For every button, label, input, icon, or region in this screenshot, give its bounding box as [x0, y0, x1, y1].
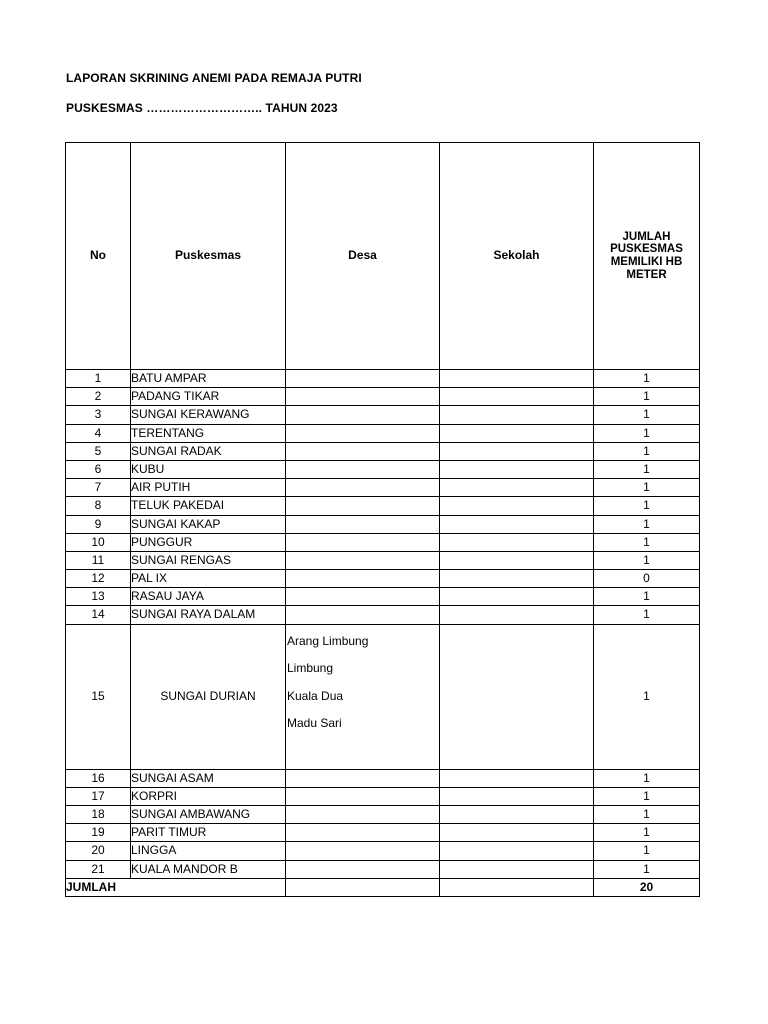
cell-no: 9 [66, 515, 131, 533]
cell-desa [286, 570, 440, 588]
cell-puskesmas: AIR PUTIH [131, 479, 286, 497]
cell-jumlah: 1 [594, 769, 700, 787]
cell-sekolah [440, 533, 594, 551]
cell-no: 15 [66, 624, 131, 769]
cell-puskesmas: SUNGAI KAKAP [131, 515, 286, 533]
cell-desa [286, 806, 440, 824]
cell-jumlah: 1 [594, 388, 700, 406]
desa-item: Madu Sari [287, 716, 342, 731]
cell-puskesmas: SUNGAI RADAK [131, 442, 286, 460]
cell-puskesmas: RASAU JAYA [131, 588, 286, 606]
table-row [66, 842, 700, 860]
cell-puskesmas: KORPRI [131, 787, 286, 805]
cell-no: 17 [66, 787, 131, 805]
cell-puskesmas: PADANG TIKAR [131, 388, 286, 406]
cell-no: 5 [66, 442, 131, 460]
cell-no: 4 [66, 424, 131, 442]
table-row [66, 769, 700, 787]
cell-sekolah [440, 497, 594, 515]
table-row [66, 497, 700, 515]
report-table [65, 142, 700, 897]
cell-jumlah: 1 [594, 842, 700, 860]
cell-sekolah [440, 588, 594, 606]
cell-sekolah [440, 424, 594, 442]
table-row [66, 424, 700, 442]
cell-sekolah [440, 860, 594, 878]
cell-desa [286, 606, 440, 624]
cell-desa [286, 842, 440, 860]
cell-sekolah [440, 460, 594, 478]
cell-desa [286, 406, 440, 424]
cell-sekolah [440, 388, 594, 406]
cell-desa [286, 442, 440, 460]
table-row [66, 406, 700, 424]
header-jumlah-text: JUMLAH PUSKESMAS MEMILIKI HB METER [610, 230, 683, 281]
cell-desa [286, 388, 440, 406]
header-puskesmas: Puskesmas [131, 143, 286, 370]
cell-puskesmas: TERENTANG [131, 424, 286, 442]
total-value: 20 [594, 878, 700, 896]
table-row [66, 860, 700, 878]
total-desa [286, 878, 440, 896]
cell-no: 6 [66, 460, 131, 478]
cell-jumlah: 1 [594, 406, 700, 424]
cell-no: 2 [66, 388, 131, 406]
cell-puskesmas: KUALA MANDOR B [131, 860, 286, 878]
header-jumlah [594, 143, 700, 370]
table-row [66, 479, 700, 497]
cell-sekolah [440, 606, 594, 624]
cell-no: 18 [66, 806, 131, 824]
cell-jumlah: 1 [594, 824, 700, 842]
cell-puskesmas: LINGGA [131, 842, 286, 860]
cell-no: 8 [66, 497, 131, 515]
cell-sekolah [440, 769, 594, 787]
cell-no: 19 [66, 824, 131, 842]
cell-jumlah: 1 [594, 806, 700, 824]
cell-sekolah [440, 787, 594, 805]
cell-desa [286, 787, 440, 805]
desa-list [286, 632, 439, 742]
total-sekolah [440, 878, 594, 896]
cell-sekolah [440, 515, 594, 533]
desa-item: Arang Limbung [287, 633, 369, 648]
cell-jumlah: 1 [594, 370, 700, 388]
cell-desa [286, 424, 440, 442]
cell-jumlah: 1 [594, 551, 700, 569]
desa-item: Kuala Dua [287, 688, 344, 703]
cell-desa [286, 551, 440, 569]
cell-jumlah: 1 [594, 442, 700, 460]
cell-puskesmas: PUNGGUR [131, 533, 286, 551]
cell-sekolah [440, 624, 594, 769]
cell-desa [286, 497, 440, 515]
cell-puskesmas: KUBU [131, 460, 286, 478]
cell-sekolah [440, 479, 594, 497]
cell-no: 11 [66, 551, 131, 569]
table-row [66, 388, 700, 406]
cell-desa [286, 370, 440, 388]
cell-desa [286, 533, 440, 551]
cell-no: 20 [66, 842, 131, 860]
cell-jumlah: 1 [594, 533, 700, 551]
header-sekolah: Sekolah [440, 143, 594, 370]
cell-desa [286, 460, 440, 478]
cell-jumlah: 1 [594, 624, 700, 769]
header-no: No [66, 143, 131, 370]
cell-puskesmas: PAL IX [131, 570, 286, 588]
cell-puskesmas: BATU AMPAR [131, 370, 286, 388]
cell-puskesmas: SUNGAI RAYA DALAM [131, 606, 286, 624]
report-title: LAPORAN SKRINING ANEMI PADA REMAJA PUTRI [66, 71, 362, 85]
table-row [66, 824, 700, 842]
cell-desa [286, 824, 440, 842]
cell-no: 12 [66, 570, 131, 588]
cell-no: 13 [66, 588, 131, 606]
cell-jumlah: 1 [594, 588, 700, 606]
total-row [66, 878, 700, 896]
table-row [66, 533, 700, 551]
cell-jumlah: 1 [594, 787, 700, 805]
cell-puskesmas: SUNGAI KERAWANG [131, 406, 286, 424]
cell-no: 1 [66, 370, 131, 388]
table-row [66, 442, 700, 460]
total-label: JUMLAH [66, 878, 286, 896]
cell-sekolah [440, 406, 594, 424]
cell-desa [286, 588, 440, 606]
cell-jumlah: 1 [594, 497, 700, 515]
cell-puskesmas: SUNGAI RENGAS [131, 551, 286, 569]
table-row [66, 460, 700, 478]
cell-no: 16 [66, 769, 131, 787]
cell-jumlah: 1 [594, 479, 700, 497]
header-row [66, 143, 700, 370]
cell-sekolah [440, 442, 594, 460]
cell-jumlah: 1 [594, 424, 700, 442]
table-row [66, 588, 700, 606]
desa-item: Limbung [287, 661, 334, 676]
header-desa: Desa [286, 143, 440, 370]
cell-jumlah: 1 [594, 460, 700, 478]
cell-no: 21 [66, 860, 131, 878]
cell-puskesmas: SUNGAI ASAM [131, 769, 286, 787]
cell-no: 10 [66, 533, 131, 551]
cell-sekolah [440, 570, 594, 588]
cell-jumlah: 1 [594, 860, 700, 878]
table-row [66, 570, 700, 588]
cell-puskesmas: SUNGAI AMBAWANG [131, 806, 286, 824]
cell-desa [286, 769, 440, 787]
cell-jumlah: 0 [594, 570, 700, 588]
cell-sekolah [440, 551, 594, 569]
cell-no: 3 [66, 406, 131, 424]
table-row [66, 370, 700, 388]
cell-puskesmas: SUNGAI DURIAN [131, 624, 286, 769]
cell-sekolah [440, 806, 594, 824]
table-row [66, 515, 700, 533]
cell-puskesmas: TELUK PAKEDAI [131, 497, 286, 515]
cell-jumlah: 1 [594, 515, 700, 533]
table-row [66, 624, 700, 769]
cell-puskesmas: PARIT TIMUR [131, 824, 286, 842]
cell-sekolah [440, 370, 594, 388]
cell-sekolah [440, 842, 594, 860]
cell-jumlah: 1 [594, 606, 700, 624]
table-row [66, 606, 700, 624]
report-subtitle: PUSKESMAS ……………………….. TAHUN 2023 [66, 101, 338, 115]
cell-desa [286, 860, 440, 878]
table-row [66, 806, 700, 824]
cell-desa [286, 479, 440, 497]
cell-no: 14 [66, 606, 131, 624]
cell-sekolah [440, 824, 594, 842]
cell-desa [286, 515, 440, 533]
table-row [66, 787, 700, 805]
cell-desa [286, 624, 440, 769]
table-row [66, 551, 700, 569]
cell-no: 7 [66, 479, 131, 497]
